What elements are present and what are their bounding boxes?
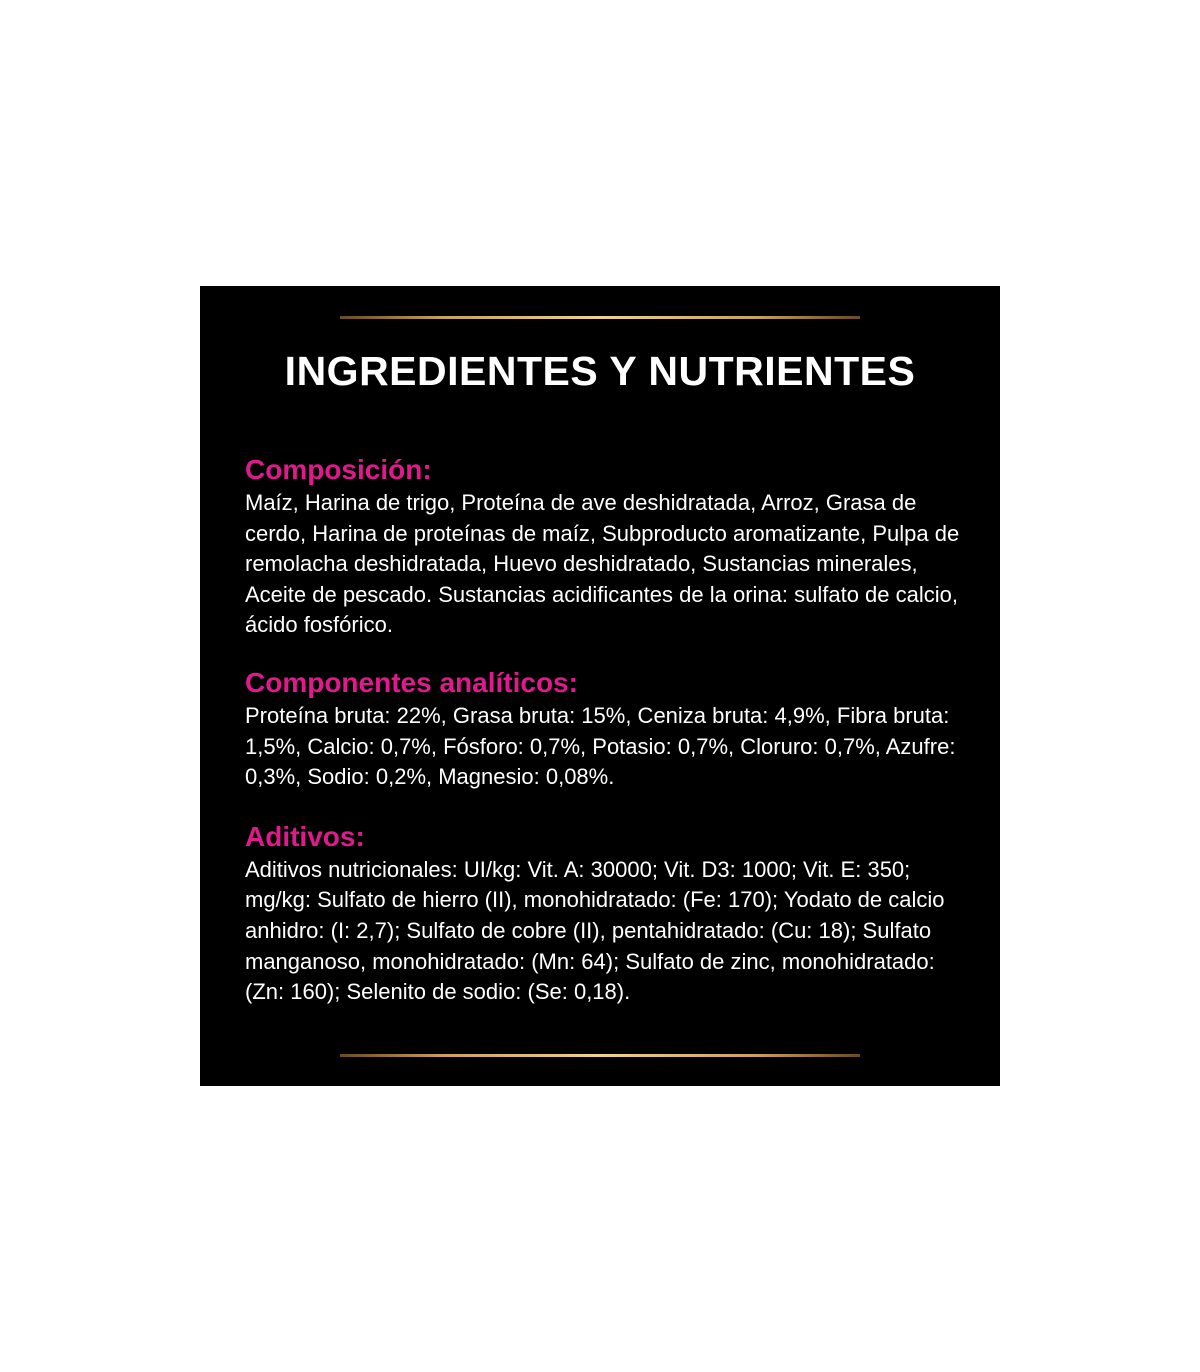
composition-text: Maíz, Harina de trigo, Proteína de ave deshidratada, Arroz, Grasa de cerdo, Harina de proteínas de maíz, Subproducto aromatizante, Pulpa de remolacha deshidratada, Huevo deshidratado, Sustancias minerales, Aceite de pescado. Sustancias acidificantes de la orina: sulfato de calcio, ácido fosfórico. — [245, 490, 960, 638]
analytical-section — [245, 665, 975, 793]
top-gold-divider — [340, 316, 860, 319]
additives-text: Aditivos nutricionales: UI/kg: Vit. A: 30000; Vit. D3: 1000; Vit. E: 350; mg/kg: Sulfato de hierro (II), monohidratado: (Fe: 170); Yodato de calcio anhidro: (I: 2,7); Sulfato de cobre (II), pentahidratado: (Cu: 18); Sulfato manganoso, monohidratado: (Mn: 64); Sulfato de zinc, monohidratado: (Zn: 160); Selenito de sodio: (Se: 0,18). — [245, 856, 945, 1005]
additives-heading: Aditivos: — [245, 820, 365, 852]
analytical-heading: Componentes analíticos: — [245, 666, 578, 698]
bottom-gold-divider — [340, 1054, 860, 1057]
analytical-text: Proteína bruta: 22%, Grasa bruta: 15%, Ceniza bruta: 4,9%, Fibra bruta: 1,5%, Calcio: 0,7%, Fósforo: 0,7%, Potasio: 0,7%, Cloruro: 0,7%, Azufre: 0,3%, Sodio: 0,2%, Magnesio: 0,08%. — [245, 702, 956, 790]
additives-section — [245, 819, 975, 1008]
composition-heading: Composición: — [245, 454, 432, 485]
ingredients-panel — [200, 286, 1000, 1086]
panel-title: INGREDIENTES Y NUTRIENTES — [284, 348, 916, 394]
composition-section — [245, 452, 975, 641]
panel-content — [245, 452, 975, 1032]
